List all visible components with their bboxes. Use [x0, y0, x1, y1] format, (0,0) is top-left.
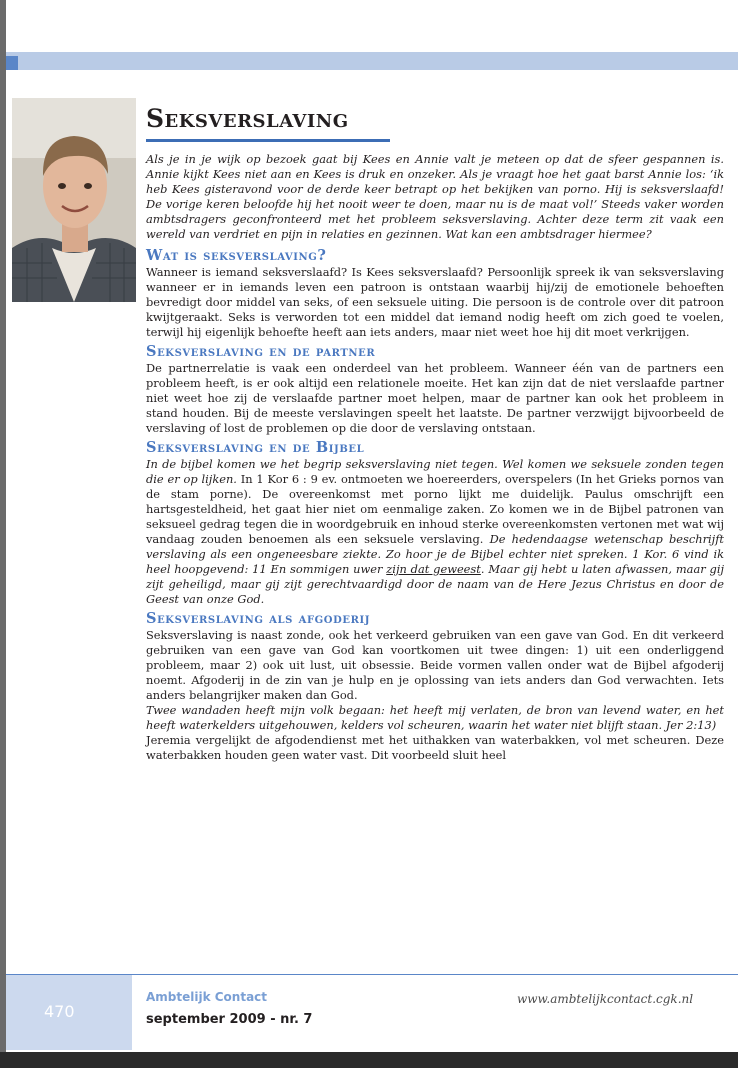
- article-intro: Als je in je wijk op bezoek gaat bij Kees en Annie valt je meteen op dat de sfeer gespannen is. Annie kijkt Kees niet aan en Kees is druk en onzeker. Als je vraagt hoe het gaat barst Annie los: ‘ik heb Kees gisteravond voor de derde keer betrapt op het bekijken van porno. Hij is seksverslaafd! De vorige keren beloofde hij het nooit weer te doen, maar nu is de maat vol!’ Steeds vaker worden ambtsdragers geconfronteerd met het probleem seksverslaving. Achter deze term zit vaak een wereld van verdriet en pijn in relaties en gezinnen. Wat kan een ambtsdrager hiermee?: [146, 152, 724, 241]
- page-edge-left: [0, 0, 6, 1052]
- bijbel-italic-quote: De hedendaagse wetenschap beschrijft verslaving als een ongeneesbare ziekte. Zo hoor je de Bijbel echter niet spreken. 1 Kor. 6 vind ik heel hoopgevend: 11 En sommigen uwer: [146, 532, 724, 576]
- header-band: [6, 52, 738, 70]
- header-band-accent: [6, 56, 18, 70]
- section-text-wat-is: Wanneer is iemand seksverslaafd? Is Kees seksverslaafd? Persoonlijk spreek ik van seksverslaving wanneer er in iemands leven een patroon is ontstaan waarbij hij/zij de emotionele behoeften bevredigt door middel van seks, of een seksuele uiting. Die persoon is de controle over dit patroon kwijtgeraakt. Seks is verworden tot een middel dat iemand nodig heeft om zich goed te voelen, terwijl hij eigenlijk behoefte heeft aan iets anders, maar niet weet hoe hij dit moet verkrijgen.: [146, 265, 724, 339]
- section-heading-afgoderij: Seksverslaving als afgoderij: [146, 610, 371, 627]
- bijbel-text: In 1 Kor 6 : 9 ev. ontmoeten we hoereerders, overspelers (In het Grieks pornos van de stam porne). De overeenkomst met porno lijkt me duidelijk. Paulus omschrijft een hartsgesteldheid, het gaat hier niet om eenmalige zaken. Zo komen we in de Bijbel patronen van seksueel gedrag tegen die in woordgebruik en inhoud sterke overeenkomsten vertonen met wat wij vandaag zouden benoemen als een seksuele verslaving.: [146, 472, 725, 546]
- section-text-afgoderij-2: Jeremia vergelijkt de afgodendienst met het uithakken van waterbakken, vol met scheuren. Deze waterbakken houden geen water vast. Dit voorbeeld sluit heel: [146, 733, 724, 762]
- issue-info: september 2009 - nr. 7: [146, 1012, 313, 1027]
- section-text-partner: De partnerrelatie is vaak een onderdeel van het probleem. Wanneer één van de partners een probleem heeft, is er ook altijd een relationele moeite. Het kan zijn dat de niet verslaafde partner niet weet hoe zij de verslaafde partner moet helpen, maar de partner kan ook het probleem in stand houden. Bij de meeste verslavingen speelt het laatste. De partner verzwijgt bijvoorbeeld de verslaving of lost de problemen op die door de verslaving ontstaan.: [146, 361, 724, 435]
- page-number: 470: [44, 1002, 75, 1021]
- bijbel-italic-intro: In de bijbel komen we het begrip seksverslaving niet tegen. Wel komen we seksuele zonden tegen die er op lijken.: [146, 457, 724, 486]
- author-photo: [12, 98, 136, 302]
- bijbel-italic-quote-end: . Maar gij hebt u laten afwassen, maar gij zijt geheiligd, maar gij zijt gerechtvaardigd door de naam van de Here Jezus Christus en door de Geest van onze God.: [146, 562, 725, 606]
- article-body: [146, 152, 724, 763]
- section-heading-bijbel: Seksverslaving en de Bijbel: [146, 439, 365, 456]
- title-underline: [146, 139, 390, 142]
- article-title: Seksverslaving: [146, 104, 349, 133]
- author-portrait-illustration: [12, 98, 136, 302]
- section-quote-jeremia: Twee wandaden heeft mijn volk begaan: het heeft mij verlaten, de bron van levend water, en het heeft waterkelders uitgehouwen, kelders vol scheuren, waarin het water niet blijft staan. Jer 2:13): [146, 703, 724, 732]
- section-heading-partner: Seksverslaving en de partner: [146, 343, 376, 360]
- section-text-bijbel: [146, 457, 724, 607]
- section-heading-wat-is: Wat is seksverslaving?: [146, 247, 327, 264]
- section-text-afgoderij: Seksverslaving is naast zonde, ook het verkeerd gebruiken van een gave van God. En dit verkeerd gebruiken van een gave van God kan voortkomen uit twee dingen: 1) uit een onderliggend probleem, maar 2) ook uit lust, uit obsessie. Beide vormen vallen onder wat de Bijbel afgoderij noemt. Afgoderij in de zin van je hulp en je oplossing van iets anders dan God verwachten. Iets anders belangrijker maken dan God.: [146, 628, 724, 702]
- website-link[interactable]: www.ambtelijkcontact.cgk.nl: [517, 992, 694, 1006]
- bijbel-underlined-phrase: zijn dat geweest: [386, 562, 481, 576]
- page-edge-bottom: [0, 1052, 738, 1068]
- magazine-name: Ambtelijk Contact: [146, 990, 268, 1004]
